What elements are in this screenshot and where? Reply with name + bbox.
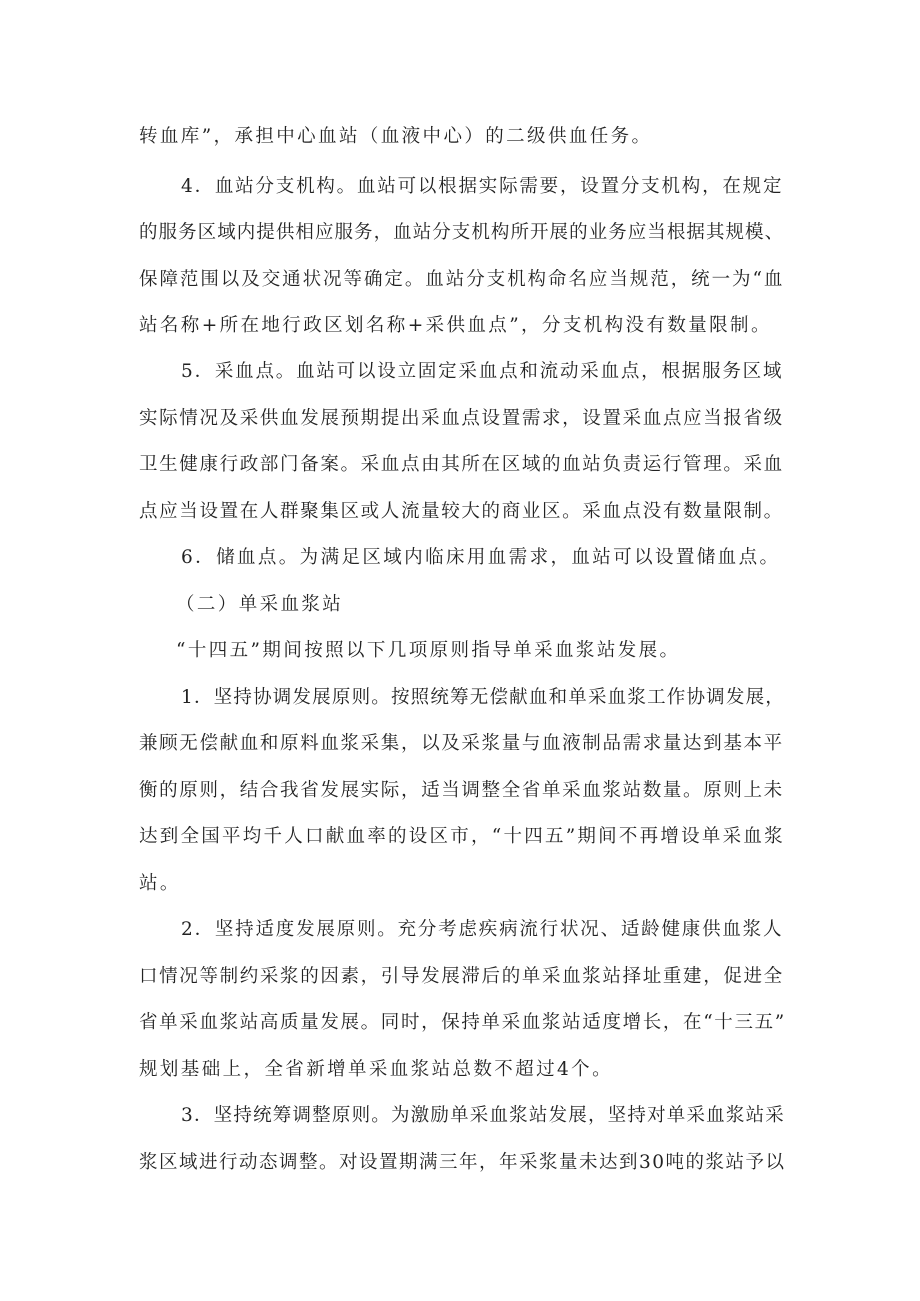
text-line: 转血库”，承担中心血站（血液中心）的二级供血任务。 — [139, 126, 653, 147]
text-line: 兼顾无偿献血和原料血浆采集，以及采浆量与血液制品需求量达到基本平 — [139, 733, 784, 754]
text-line: 站名称+所在地行政区划名称+采供血点”，分支机构没有数量限制。 — [139, 315, 772, 336]
text-line: “十四五”期间按照以下几项原则指导单采血浆站发展。 — [176, 640, 681, 661]
text-line: 保障范围以及交通状况等确定。血站分支机构命名应当规范，统一为“血 — [139, 269, 785, 290]
text-line: 衡的原则，结合我省发展实际，适当调整全省单采血浆站数量。原则上未 — [139, 780, 784, 801]
text-line: 实际情况及采供血发展预期提出采血点设置需求，设置采血点应当报省级 — [139, 408, 784, 429]
text-line: 规划基础上，全省新增单采血浆站总数不超过4个。 — [139, 1059, 613, 1080]
text-line: 2．坚持适度发展原则。充分考虑疾病流行状况、适龄健康供血浆人 — [181, 919, 784, 940]
text-line: 4．血站分支机构。血站可以根据实际需要，设置分支机构，在规定 — [181, 176, 784, 197]
text-line: 口情况等制约采浆的因素，引导发展滞后的单采血浆站择址重建，促进全 — [139, 966, 784, 987]
text-line: 5．采血点。血站可以设立固定采血点和流动采血点，根据服务区域 — [181, 361, 784, 382]
text-line: 站。 — [139, 873, 181, 894]
text-line: 卫生健康行政部门备案。采血点由其所在区域的血站负责运行管理。采血 — [139, 454, 784, 475]
text-line: 的服务区域内提供相应服务，血站分支机构所开展的业务应当根据其规模、 — [139, 222, 785, 243]
text-line: 点应当设置在人群聚集区或人流量较大的商业区。采血点没有数量限制。 — [139, 501, 784, 522]
text-line: 浆区域进行动态调整。对设置期满三年，年采浆量未达到30吨的浆站予以 — [139, 1152, 786, 1173]
text-line: 1．坚持协调发展原则。按照统筹无偿献血和单采血浆工作协调发展， — [181, 687, 785, 708]
text-line: 3．坚持统筹调整原则。为激励单采血浆站发展，坚持对单采血浆站采 — [181, 1105, 785, 1126]
text-line: 省单采血浆站高质量发展。同时，保持单采血浆站适度增长，在“十三五” — [139, 1012, 786, 1033]
text-line: 达到全国平均千人口献血率的设区市，“十四五”期间不再增设单采血浆 — [139, 826, 785, 847]
text-line: 6．储血点。为满足区域内临床用血需求，血站可以设置储血点。 — [181, 547, 781, 568]
section-heading: （二）单采血浆站 — [176, 594, 344, 615]
